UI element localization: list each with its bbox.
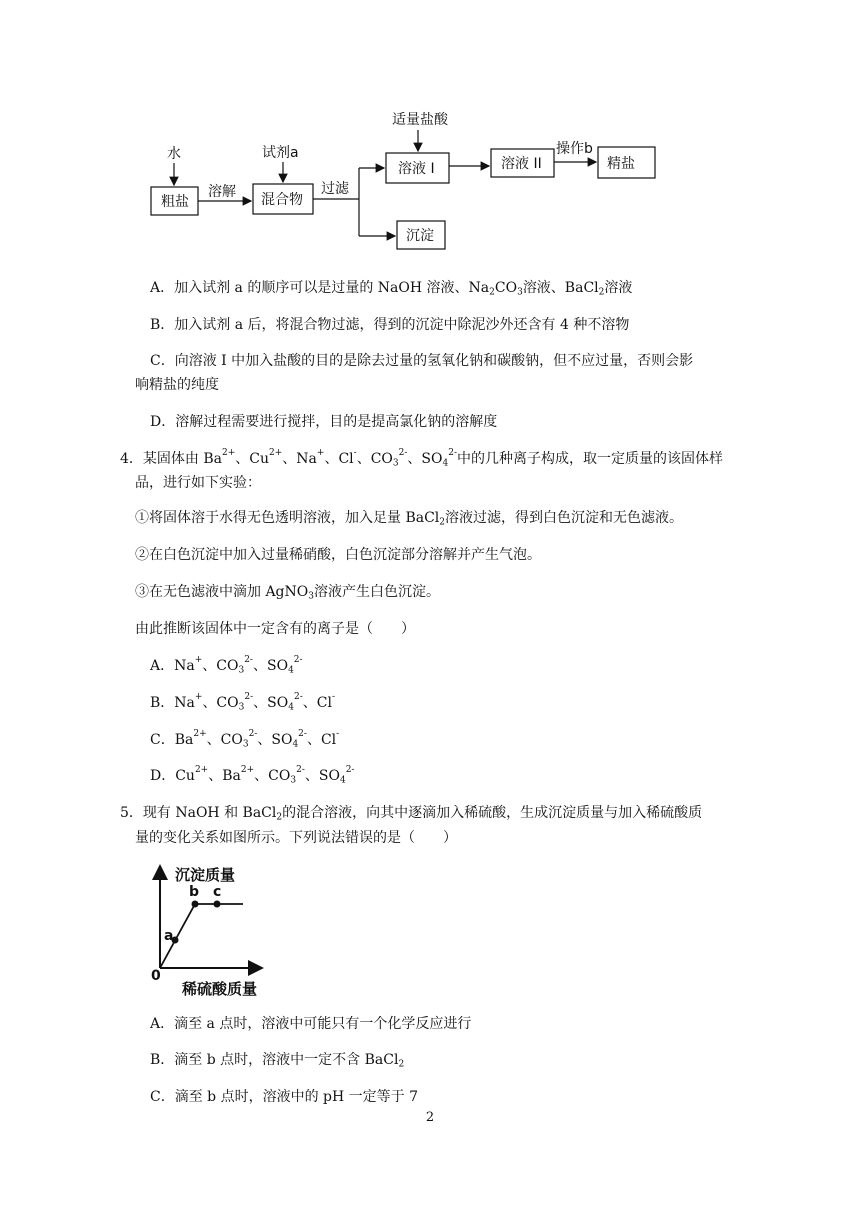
q5-option-c: C．滴至 b 点时，溶液中的 pH 一定等于 7 [150,1089,419,1105]
refined-salt-text: 精盐 [607,156,635,172]
precipitate-text: 沉淀 [406,228,434,244]
q4-intro-line1: 4．某固体由 $Ba^{2+}$、$Cu^{2+}$、Na+、Cl-、$CO_3^{2-}$、$SO_4^{2-}$中的几种离子构成，取一定质量的该固体样 [120,447,724,469]
page-number: 2 [425,1110,435,1125]
q3-option-b: B．加入试剂 a 后，将混合物过滤，得到的沉淀中除泥沙外还含有 4 种不溶物 [150,317,630,333]
q3-option-c-line1: C．向溶液 I 中加入盐酸的目的是除去过量的氢氧化钠和碳酸钠，但不应过量，否则会影 [150,353,694,369]
q4-step3: ③在无色滤液中滴加 AgNO$_3$溶液产生白色沉淀。 [135,584,440,602]
q4-step2: ②在白色沉淀中加入过量稀硝酸，白色沉淀部分溶解并产生气泡。 [135,547,541,563]
q3-option-d: D．溶解过程需要进行搅拌，目的是提高氯化钠的溶解度 [150,414,498,430]
mixture-text: 混合物 [261,192,303,208]
q4-option-c: C．$Ba^{2+}$、$CO_3^{2-}$、$SO_4^{2-}$、Cl- [150,728,340,750]
precipitate-graph [145,858,275,998]
q4-question: 由此推断该固体中一定含有的离子是（ ） [135,621,415,637]
label-c: c [213,884,222,900]
q5-intro-line2: 量的变化关系如图所示。下列说法错误的是（ ） [135,830,457,846]
flow-diagram [0,0,860,260]
x-axis-label: 稀硫酸质量 [182,980,258,998]
operation-label: 操作b [556,141,593,157]
q5-intro-line1: 5．现有 NaOH 和 BaCl$_2$的混合溶液，向其中逐滴加入稀硫酸，生成沉淀质量与加入稀硫酸质 [120,805,703,823]
solution1-text: 溶液 I [398,161,435,177]
q3-option-a: A．加入试剂 a 的顺序可以是过量的 NaOH 溶液、$Na_2CO_3$溶液、BaCl$_2$溶液 [150,280,633,298]
reagent-label: 试剂a [262,145,299,161]
q4-option-d: D．$Cu^{2+}$、$Ba^{2+}$、$CO_3^{2-}$、$SO_4^{2-}$ [150,764,355,786]
q5-option-b: B．滴至 b 点时，溶液中一定不含 BaCl$_2$ [150,1052,405,1070]
point-b [192,901,199,908]
crude-salt-text: 粗盐 [161,194,189,210]
y-axis-label: 沉淀质量 [175,866,236,884]
solution2-text: 溶液 II [501,156,542,172]
q3-option-c-line2: 响精盐的纯度 [135,377,219,393]
acid-label: 适量盐酸 [392,112,448,128]
label-b: b [189,884,200,900]
q4-option-a: A．Na+、$CO_3^{2-}$、$SO_4^{2-}$ [150,654,303,676]
dissolve-label: 溶解 [208,184,236,200]
q5-option-a: A．滴至 a 点时，溶液中可能只有一个化学反应进行 [150,1016,472,1032]
q4-step1: ①将固体溶于水得无色透明溶液，加入足量 BaCl$_2$溶液过滤，得到白色沉淀和无色滤液。 [135,510,684,528]
q4-option-b: B．Na+、$CO_3^{2-}$、$SO_4^{2-}$、Cl- [150,691,335,713]
q4-intro-line2: 品，进行如下实验： [135,475,261,491]
water-label: 水 [167,146,181,162]
label-a: a [164,928,174,944]
origin-label: 0 [151,968,161,984]
point-c [214,901,221,908]
filter-label: 过滤 [321,181,349,197]
